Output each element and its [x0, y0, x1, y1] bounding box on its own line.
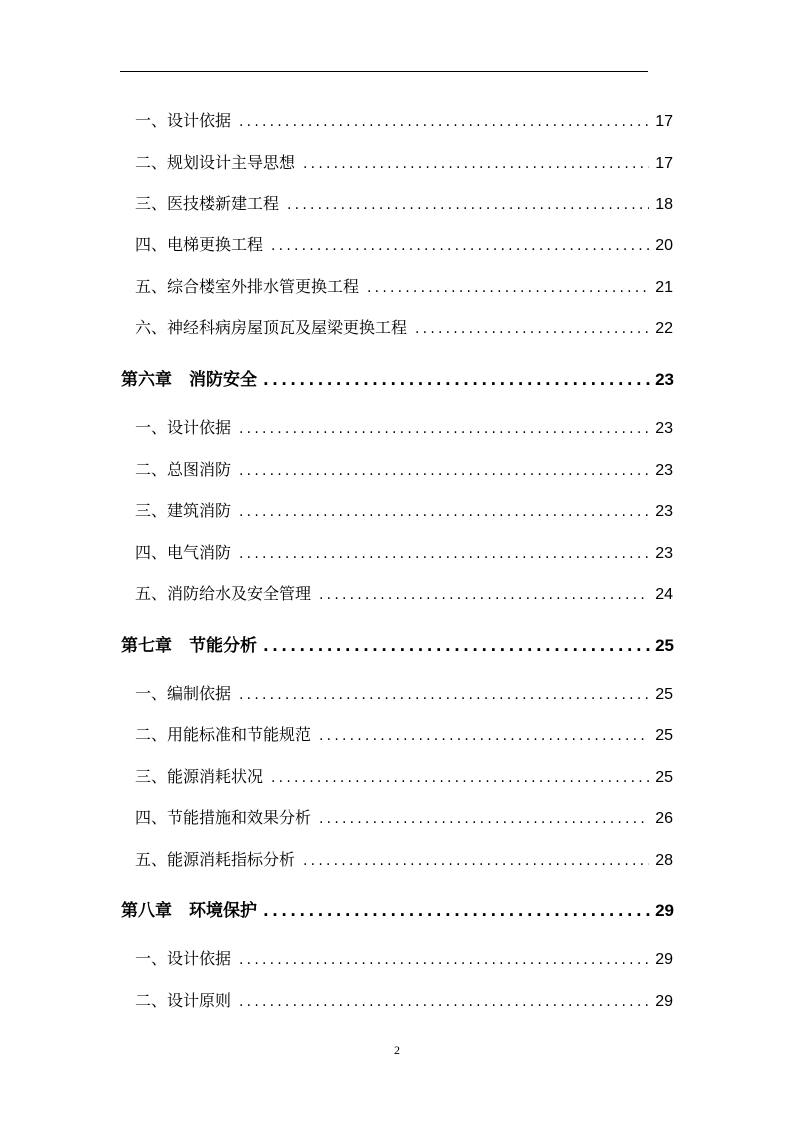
dot-leader: [319, 587, 649, 603]
toc-entry-page: 20: [655, 237, 673, 254]
toc-entry-label: 五、消防给水及安全管理: [135, 584, 312, 603]
toc-entry[interactable]: [135, 315, 673, 338]
dot-leader: [239, 504, 649, 520]
toc-entry-label: 二、规划设计主导思想: [135, 153, 296, 172]
dot-leader: [319, 811, 649, 827]
toc-entry-label: 一、设计依据: [135, 111, 232, 130]
toc-entry-label: 五、能源消耗指标分析: [135, 850, 296, 869]
toc-chapter-page: 23: [655, 370, 674, 389]
toc-entry-page: 18: [655, 196, 673, 213]
toc-entry[interactable]: [135, 764, 673, 787]
dot-leader: [271, 770, 649, 786]
toc-chapter-label: 第六章 消防安全: [121, 370, 257, 390]
toc-entry-label: 二、设计原则: [135, 991, 232, 1010]
toc-entry-page: 21: [655, 279, 673, 296]
toc-entry-label: 三、能源消耗状况: [135, 767, 264, 786]
dot-leader: [239, 994, 649, 1010]
toc-entry-page: 17: [655, 113, 673, 130]
toc-entry-page: 25: [655, 769, 673, 786]
toc-entry-page: 17: [655, 155, 673, 172]
dot-leader: [303, 156, 649, 172]
toc-entry-label: 四、节能措施和效果分析: [135, 808, 312, 827]
toc-chapter-label: 第八章 环境保护: [121, 901, 257, 921]
toc-entry-page: 29: [655, 951, 673, 968]
toc-entry-page: 22: [655, 320, 673, 337]
toc-entry[interactable]: [135, 415, 673, 438]
toc-entry-page: 23: [655, 503, 673, 520]
toc-entry-page: 26: [655, 810, 673, 827]
toc-entry[interactable]: [135, 191, 673, 214]
toc-chapter-entry[interactable]: [121, 631, 674, 656]
toc-chapter-entry[interactable]: [121, 365, 674, 390]
dot-leader: [303, 853, 649, 869]
toc-entry-page: 23: [655, 545, 673, 562]
toc-chapter-page: 25: [655, 636, 674, 655]
toc-entry-page: 23: [655, 420, 673, 437]
dot-leader: [263, 371, 651, 389]
toc-entry-label: 四、电气消防: [135, 543, 232, 562]
dot-leader: [239, 952, 649, 968]
toc-chapter-entry[interactable]: [121, 896, 674, 921]
dot-leader: [415, 321, 649, 337]
toc-entry[interactable]: [135, 540, 673, 563]
toc-entry[interactable]: [135, 150, 673, 173]
dot-leader: [287, 197, 649, 213]
toc-entry-label: 一、编制依据: [135, 684, 232, 703]
dot-leader: [263, 637, 651, 655]
dot-leader: [239, 463, 649, 479]
dot-leader: [239, 114, 649, 130]
toc-entry-page: 24: [655, 586, 673, 603]
toc-entry-label: 三、医技楼新建工程: [135, 194, 280, 213]
dot-leader: [239, 687, 649, 703]
toc-entry-label: 一、设计依据: [135, 949, 232, 968]
toc-entry[interactable]: [135, 498, 673, 521]
dot-leader: [367, 280, 649, 296]
toc-chapter-page: 29: [655, 901, 674, 920]
toc-entry[interactable]: [135, 946, 673, 969]
toc-entry-label: 四、电梯更换工程: [135, 235, 264, 254]
toc-entry-page: 25: [655, 727, 673, 744]
toc-entry[interactable]: [135, 232, 673, 255]
toc-entry-label: 三、建筑消防: [135, 501, 232, 520]
toc-entry[interactable]: [135, 274, 673, 297]
toc-entry[interactable]: [135, 847, 673, 870]
toc-entry-page: 23: [655, 462, 673, 479]
toc-entry[interactable]: [135, 722, 673, 745]
dot-leader: [239, 421, 649, 437]
toc-entry-page: 28: [655, 852, 673, 869]
dot-leader: [319, 728, 649, 744]
toc-chapter-label: 第七章 节能分析: [121, 636, 257, 656]
dot-leader: [271, 238, 649, 254]
dot-leader: [263, 902, 651, 920]
toc-entry-label: 二、用能标准和节能规范: [135, 725, 312, 744]
toc-entry-label: 五、综合楼室外排水管更换工程: [135, 277, 360, 296]
toc-entry-label: 六、神经科病房屋顶瓦及屋梁更换工程: [135, 318, 408, 337]
toc-entry-label: 二、总图消防: [135, 460, 232, 479]
toc-entry[interactable]: [135, 457, 673, 480]
toc-entry-label: 一、设计依据: [135, 418, 232, 437]
toc-entry-page: 25: [655, 686, 673, 703]
page-number: 2: [394, 1043, 400, 1057]
toc-entry[interactable]: [135, 581, 673, 604]
toc-entry-page: 29: [655, 993, 673, 1010]
toc-entry[interactable]: [135, 681, 673, 704]
toc-entry[interactable]: [135, 805, 673, 828]
toc-entry[interactable]: [135, 988, 673, 1011]
toc-entry[interactable]: [135, 108, 673, 131]
dot-leader: [239, 546, 649, 562]
